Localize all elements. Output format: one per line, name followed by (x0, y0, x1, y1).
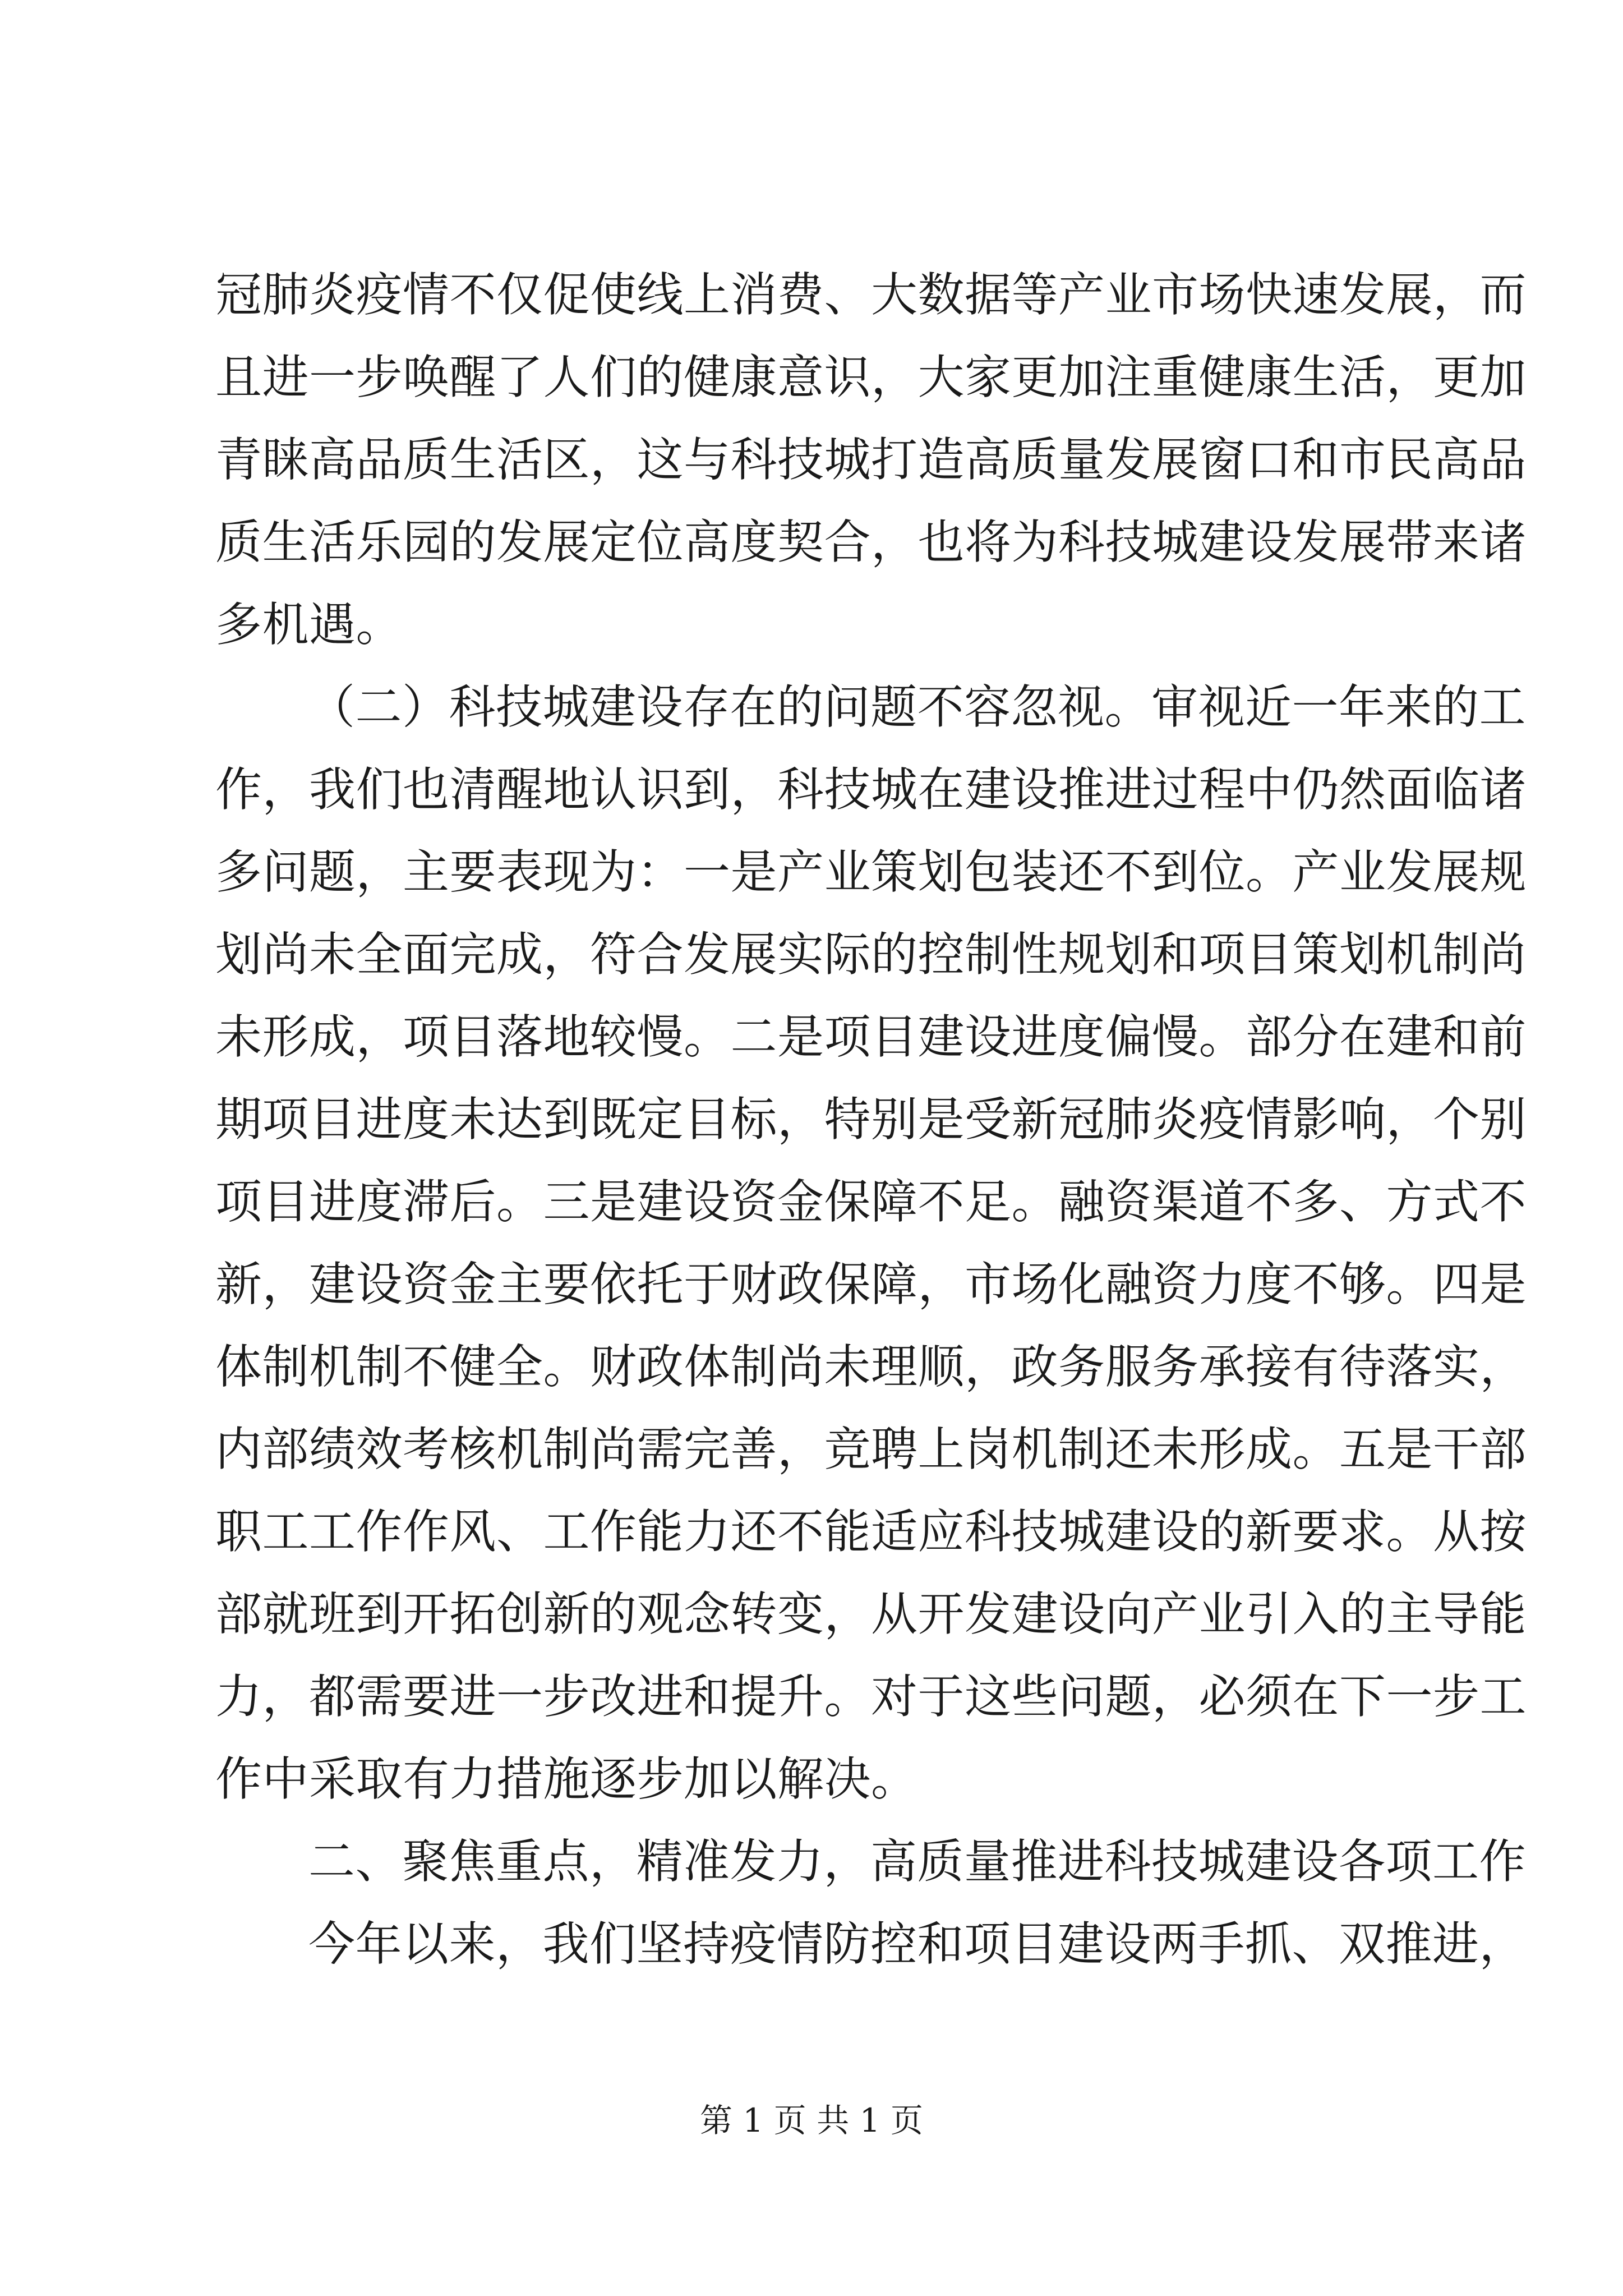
paragraph-line: 多问题，主要表现为：一是产业策划包装还不到位。产业发展规 (215, 845, 1527, 899)
paragraph-line: 今年以来，我们坚持疫情防控和项目建设两手抓、双推进， (308, 1917, 1526, 1971)
paragraph-line: 多机遇。 (215, 597, 403, 652)
paragraph-line: 且进一步唤醒了人们的健康意识，大家更加注重健康生活，更加 (215, 350, 1527, 404)
section-heading: 二、聚焦重点，精准发力，高质量推进科技城建设各项工作 (308, 1834, 1526, 1889)
paragraph-line: 新，建设资金主要依托于财政保障，市场化融资力度不够。四是 (215, 1257, 1527, 1312)
paragraph-1 (215, 254, 1527, 666)
paragraph-line: 内部绩效考核机制尚需完善，竞聘上岗机制还未形成。五是干部 (215, 1422, 1527, 1476)
paragraph-3 (215, 1903, 1526, 1985)
paragraph-line: 部就班到开拓创新的观念转变，从开发建设向产业引入的主导能 (215, 1587, 1527, 1641)
paragraph-line: 冠肺炎疫情不仅促使线上消费、大数据等产业市场快速发展，而 (215, 268, 1527, 322)
paragraph-line: 职工工作作风、工作能力还不能适应科技城建设的新要求。从按 (215, 1504, 1527, 1559)
paragraph-line: 划尚未全面完成，符合发展实际的控制性规划和项目策划机制尚 (215, 927, 1527, 982)
document-body (215, 254, 1527, 1985)
paragraph-line: 青睐高品质生活区，这与科技城打造高质量发展窗口和市民高品 (215, 432, 1527, 487)
paragraph-line: 项目进度滞后。三是建设资金保障不足。融资渠道不多、方式不 (215, 1175, 1527, 1229)
paragraph-line: 未形成，项目落地较慢。二是项目建设进度偏慢。部分在建和前 (215, 1010, 1527, 1064)
paragraph-line: 期项目进度未达到既定目标，特别是受新冠肺炎疫情影响，个别 (215, 1092, 1527, 1147)
paragraph-line: 作中采取有力措施逐步加以解决。 (215, 1752, 918, 1806)
paragraph-line: 作，我们也清醒地认识到，科技城在建设推进过程中仍然面临诸 (215, 762, 1527, 817)
paragraph-line: 质生活乐园的发展定位高度契合，也将为科技城建设发展带来诸 (215, 515, 1527, 569)
paragraph-line: 体制机制不健全。财政体制尚未理顺，政务服务承接有待落实， (215, 1340, 1527, 1394)
page-footer: 第 1 页 共 1 页 (700, 2101, 923, 2139)
paragraph-line: （二）科技城建设存在的问题不容忽视。审视近一年来的工 (308, 680, 1526, 734)
paragraph-line: 力，都需要进一步改进和提升。对于这些问题，必须在下一步工 (215, 1669, 1527, 1724)
paragraph-2 (215, 666, 1527, 1820)
